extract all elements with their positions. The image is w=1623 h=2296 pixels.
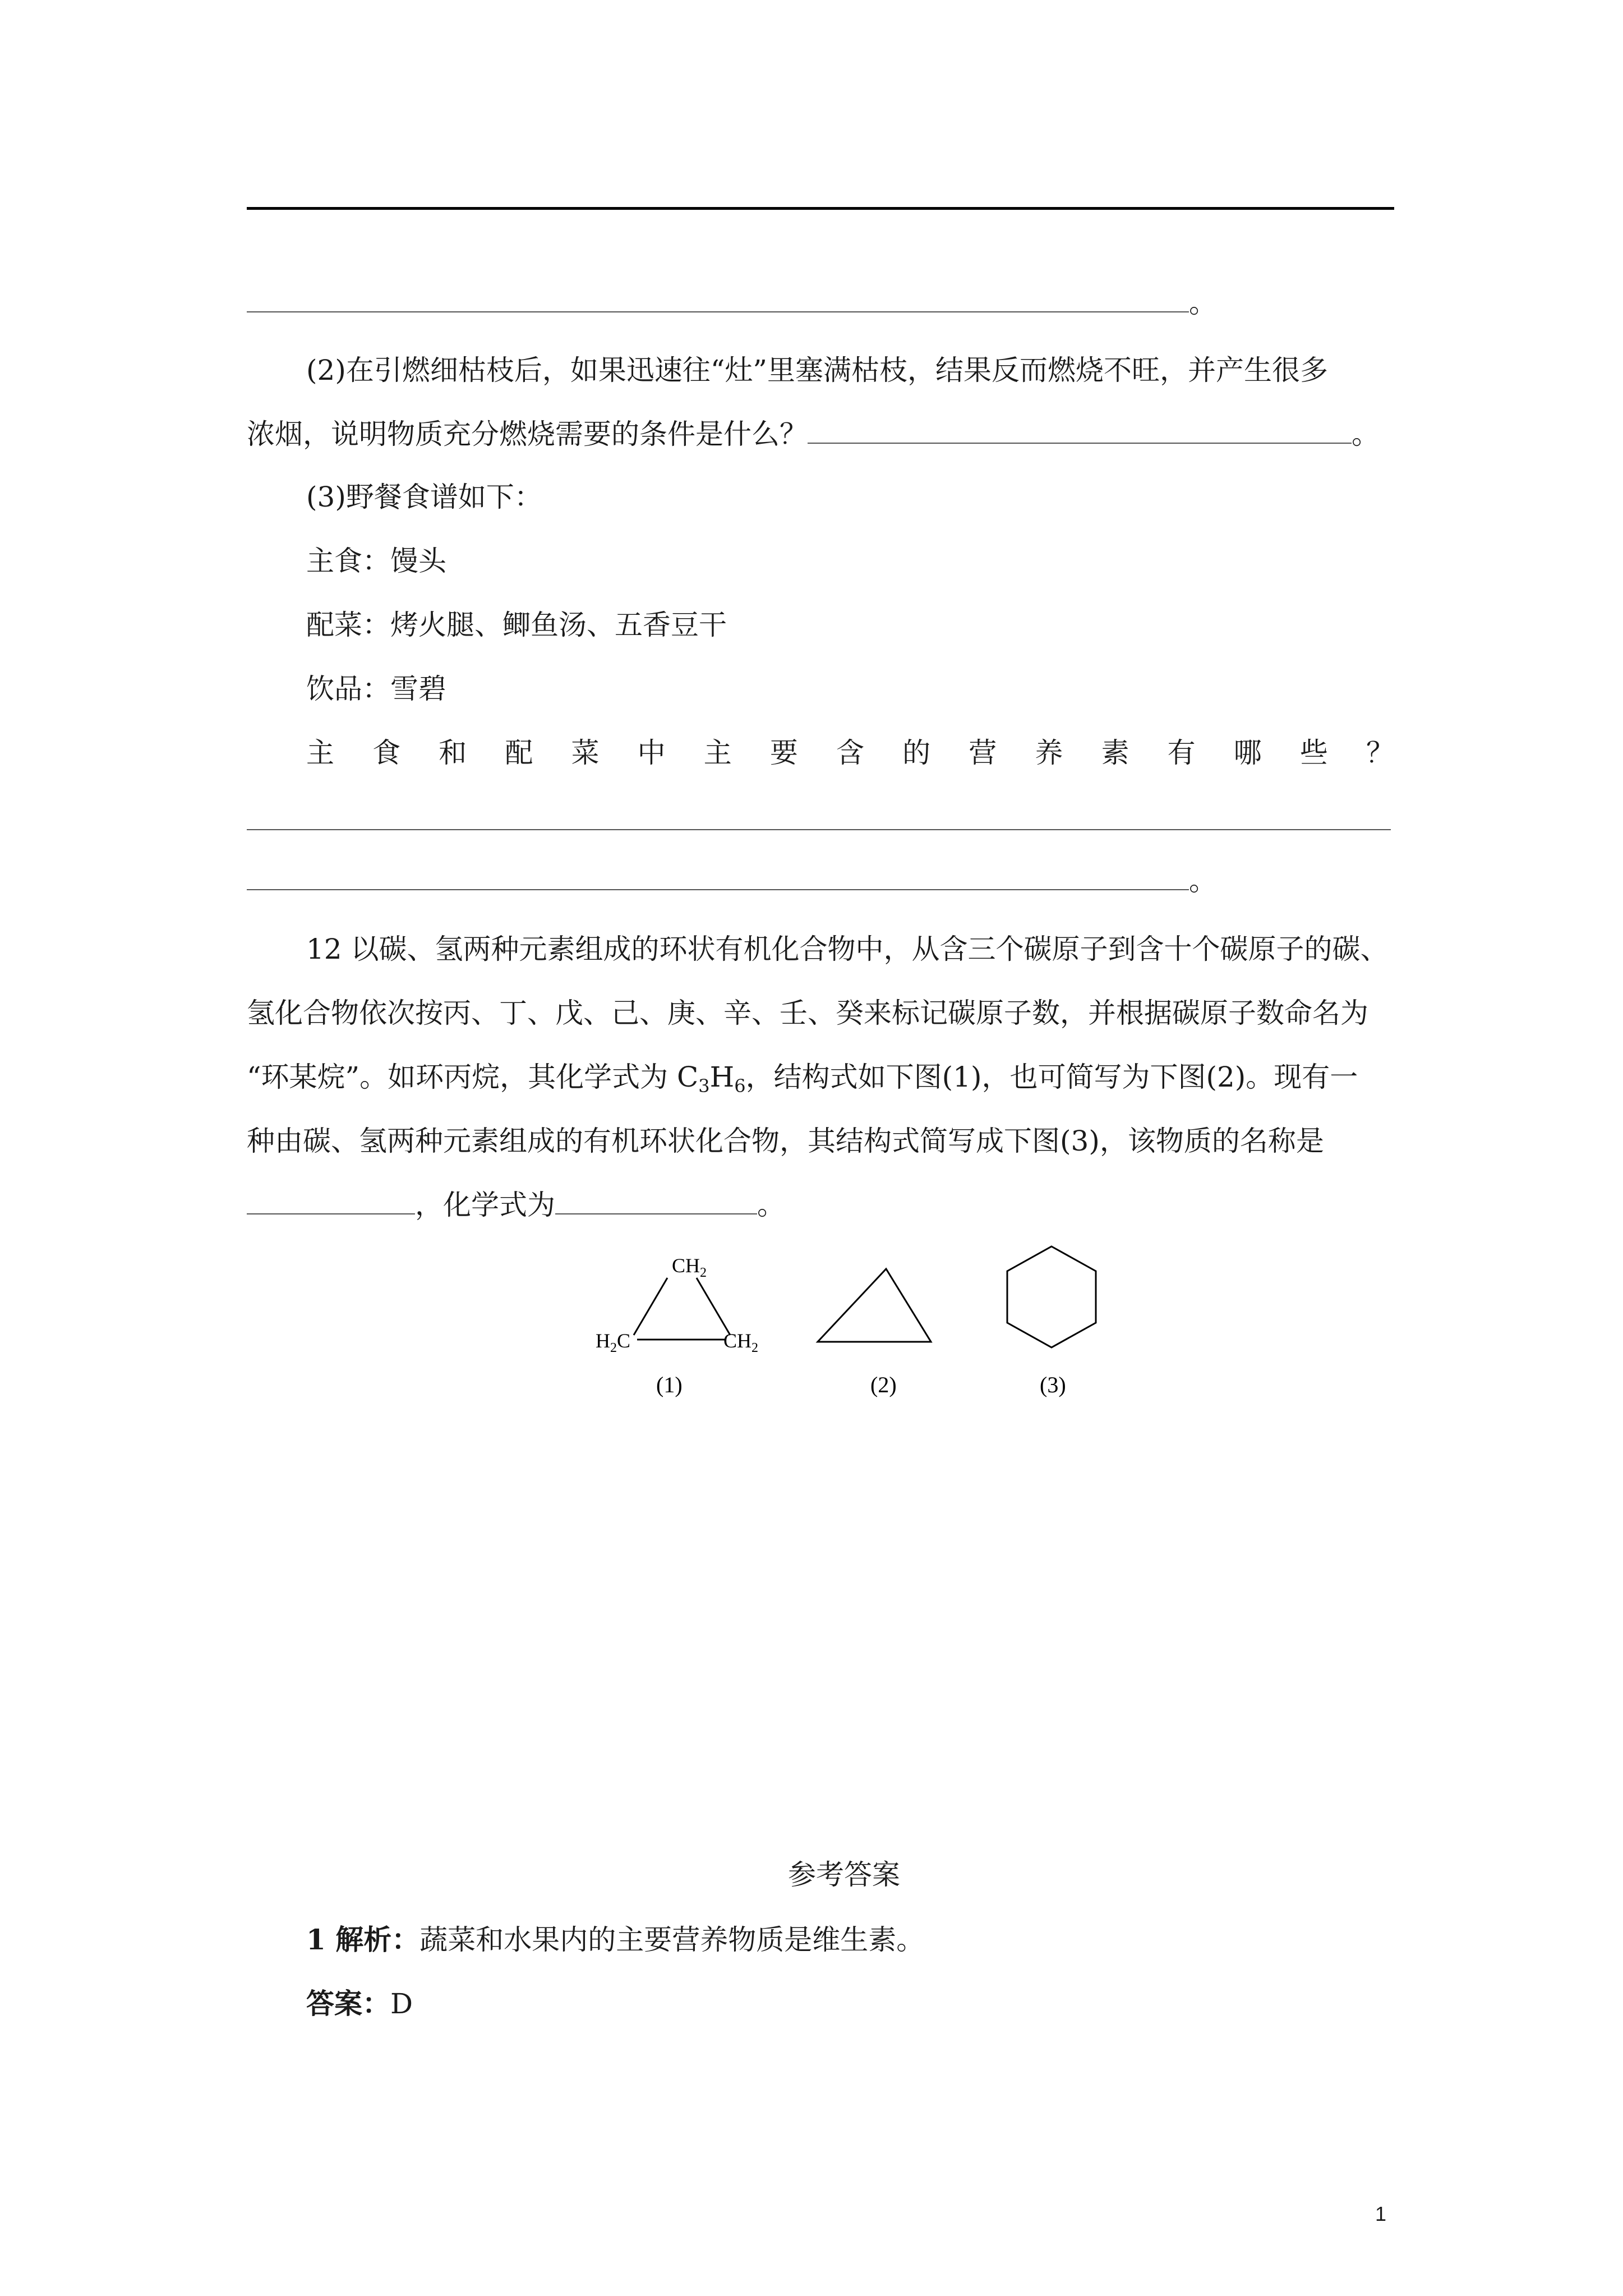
- menu-staple: 主食：馒头: [306, 545, 446, 577]
- answer-blank-line-2: 。: [247, 863, 1217, 899]
- nutrient-question: 主 食 和 配 菜 中 主 要 含 的 营 养 素 有 哪 些 ？: [306, 737, 1394, 769]
- question-2-text: 浓烟，说明物质充分燃烧需要的条件是什么？: [247, 418, 808, 450]
- structure-3-hexagon: [1007, 1246, 1096, 1347]
- formula-blank[interactable]: [555, 1213, 757, 1214]
- question-2-line-1: (2)在引燃细枯枝后，如果迅速往“灶”里塞满枯枝，结果反而燃烧不旺，并产生很多: [306, 354, 1328, 386]
- menu-side-dishes: 配菜：烤火腿、鲫鱼汤、五香豆干: [306, 609, 727, 641]
- structure-1-cyclopropane-full: [596, 1254, 758, 1355]
- answer-blank-full[interactable]: [247, 829, 1391, 830]
- fill-blank[interactable]: [808, 443, 1352, 444]
- ch2-top-label: $CH_2$: [672, 1254, 707, 1280]
- question-12-line-1: 12 以碳、氢两种元素组成的环状有机化合物中，从含三个碳原子到含十个碳原子的碳、: [306, 933, 1389, 965]
- cycloalkane-figure: [583, 1245, 1133, 1408]
- answers-heading: 参考答案: [788, 1858, 900, 1891]
- caption-1: (1): [656, 1372, 683, 1397]
- name-blank[interactable]: [247, 1213, 415, 1214]
- answer-1-analysis: 1 解析：蔬菜和水果内的主要营养物质是维生素。: [306, 1923, 925, 1956]
- menu-drinks: 饮品：雪碧: [306, 673, 446, 705]
- header-rule: [247, 207, 1394, 210]
- ch2-right-label: $CH_2$: [723, 1329, 759, 1355]
- structure-2-triangle: [818, 1269, 931, 1342]
- question-12-line-3: “环某烷”。如环丙烷，其化学式为 $C_3H_6$，结构式如下图(1)，也可简写为下图(2)。现有一: [247, 1061, 1358, 1097]
- fill-blank[interactable]: [247, 889, 1189, 890]
- question-3-title: (3)野餐食谱如下：: [306, 481, 542, 513]
- question-12-line-5: ，化学式为 。: [247, 1187, 785, 1223]
- answer-blank-line-1: 。: [247, 285, 1217, 321]
- question-2-line-2: 浓烟，说明物质充分燃烧需要的条件是什么？ 。: [247, 418, 1380, 450]
- page-number: 1: [1375, 2202, 1387, 2225]
- question-12-line-2: 氢化合物依次按丙、丁、戊、己、庚、辛、壬、癸来标记碳原子数，并根据碳原子数命名为: [247, 997, 1368, 1029]
- formula-c3h6: $C_3H_6$: [677, 1061, 746, 1097]
- caption-2: (2): [870, 1372, 897, 1397]
- answer-1-result: 答案：D: [306, 1987, 413, 2020]
- question-12-line-4: 种由碳、氢两种元素组成的有机环状化合物，其结构式简写成下图(3)，该物质的名称是: [247, 1125, 1324, 1157]
- caption-3: (3): [1040, 1372, 1066, 1397]
- h2c-left-label: $H_2C$: [596, 1329, 631, 1355]
- fill-blank[interactable]: [247, 311, 1189, 312]
